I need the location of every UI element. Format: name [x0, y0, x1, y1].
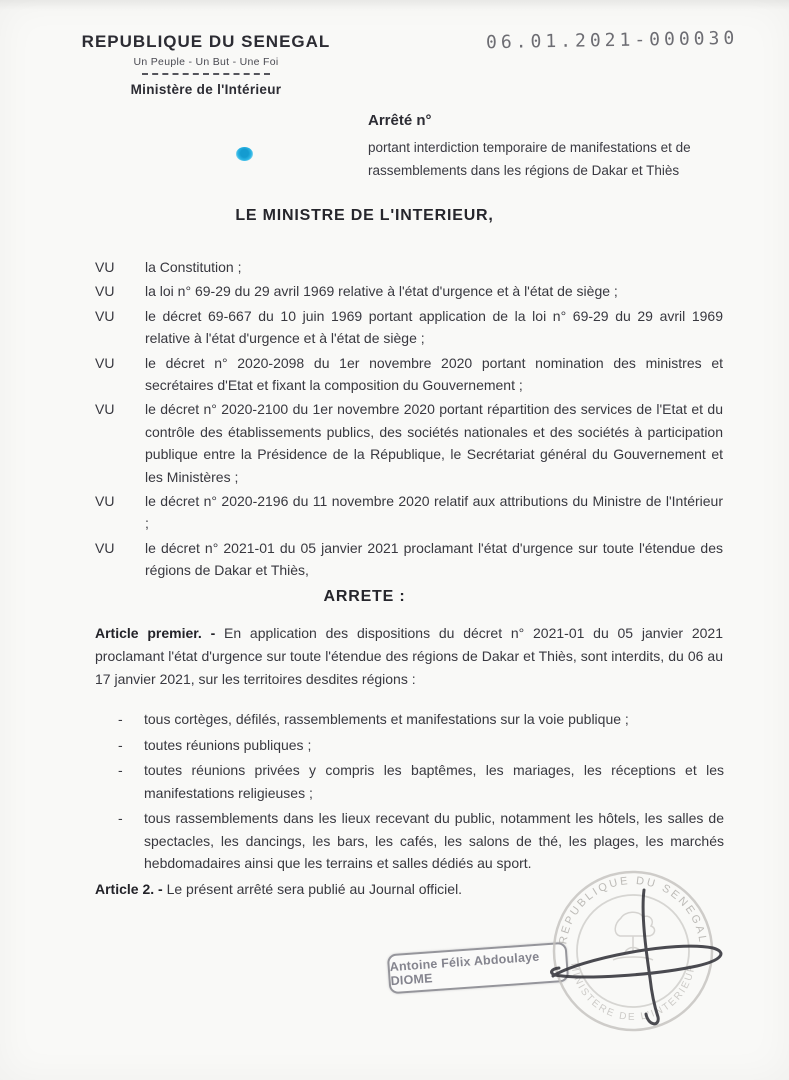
decree-number-label: Arrêté n°: [368, 112, 432, 129]
registry-date-stamp: 06.01.2021-000030: [485, 27, 739, 54]
prohibited-item-text: toutes réunions publiques ;: [144, 736, 312, 753]
letterhead: [78, 32, 334, 97]
vu-label: VU: [95, 259, 115, 275]
svg-text:MINISTERE DE L'INTERIEUR: [568, 962, 698, 1023]
minister-name-stamp: Antoine Félix Abdoulaye DIOME: [387, 942, 569, 994]
dash-bullet: -: [118, 736, 123, 753]
article-2-label: Article 2. -: [95, 881, 163, 897]
vu-considerations-list: [95, 256, 723, 584]
vu-row: [95, 398, 723, 488]
vu-label: VU: [95, 401, 115, 418]
vu-row: [95, 305, 723, 350]
dash-bullet: -: [118, 762, 123, 778]
header-separator: [142, 73, 270, 75]
vu-text: le décret 69-667 du 10 juin 1969 portant application de la loi n° 69-29 du 29 avril 1969 relative à l'état d'urgence et à l'état de siège ;: [145, 307, 723, 347]
vu-label: VU: [95, 307, 115, 324]
vu-row: [95, 490, 723, 535]
article-1-text: En application des dispositions du décret n° 2021-01 du 05 janvier 2021 proclamant l'état d'urgence sur toute l'étendue des régions de Dakar et Thiès, sont interdits, du 06 au 17 janvier 2021, sur les territoires desdites régions :: [95, 625, 723, 687]
seal-bottom-text: MINISTERE DE L'INTERIEUR: [568, 962, 698, 1024]
prohibited-item: [118, 734, 724, 757]
vu-row: [95, 256, 723, 278]
vu-text: la Constitution ;: [145, 259, 242, 275]
vu-text: la loi n° 69-29 du 29 avril 1969 relative à l'état d'urgence et à l'état de siège ;: [145, 283, 618, 300]
vu-label: VU: [95, 539, 115, 556]
arrete-heading: ARRETE :: [323, 588, 406, 605]
vu-row: [95, 537, 723, 582]
minister-heading: LE MINISTRE DE L'INTERIEUR,: [235, 207, 494, 224]
dash-bullet: -: [118, 711, 123, 727]
vu-row: [95, 280, 723, 302]
vu-text: le décret n° 2020-2196 du 11 novembre 2020 relatif aux attributions du Ministre de l'Intérieur ;: [145, 493, 723, 532]
article-2-text: Le présent arrêté sera publié au Journal officiel.: [162, 881, 463, 897]
vu-text: le décret n° 2020-2098 du 1er novembre 2020 portant nomination des ministres et secrétaires d'Etat et fixant la composition du Gouvernement ;: [145, 354, 723, 394]
prohibited-item-text: toutes réunions privées y compris les baptêmes, les mariages, les réceptions et les manifestations religieuses ;: [144, 762, 724, 801]
article-1: [95, 622, 723, 691]
vu-row: [95, 352, 723, 397]
prohibited-item-text: tous rassemblements dans les lieux recevant du public, notamment les hôtels, les salles de spectacles, les dancings, les bars, les cafés, les salons de thé, les plages, les marchés hebdomadaires ainsi que les terrains et salles dédiés au sport.: [144, 810, 724, 871]
vu-label: VU: [95, 283, 115, 300]
vu-text: le décret n° 2021-01 du 05 janvier 2021 proclamant l'état d'urgence sur toute l'étendue des régions de Dakar et Thiès,: [145, 539, 723, 579]
ministry-name: Ministère de l'Intérieur: [130, 82, 282, 97]
vu-label: VU: [95, 493, 115, 510]
national-motto: Un Peuple - Un But - Une Foi: [133, 56, 279, 68]
prohibited-items-list: [118, 708, 724, 878]
republic-title: REPUBLIQUE DU SENEGAL: [81, 32, 331, 51]
vu-label: VU: [95, 354, 115, 371]
article-1-label: Article premier. -: [95, 625, 216, 641]
decree-subject: portant interdiction temporaire de manifestations et de rassemblements dans les régions de Dakar et Thiès: [368, 140, 691, 178]
prohibited-item: [118, 759, 724, 804]
prohibited-item: [118, 708, 724, 731]
blue-dot-marker: [236, 147, 253, 161]
prohibited-item-text: tous cortèges, défilés, rassemblements et manifestations sur la voie publique ;: [144, 711, 629, 727]
seal-top-text: REPUBLIQUE DU SENEGAL: [557, 874, 709, 946]
dash-bullet: -: [118, 810, 123, 826]
official-seal-and-signature: [525, 856, 765, 1051]
vu-text: le décret n° 2020-2100 du 1er novembre 2020 portant répartition des services de l'Etat et du contrôle des établissements publics, des sociétés nationales et des sociétés à participation publique entre la Présidence de la République, le Secrétariat général du Gouvernement et les Ministères ;: [145, 401, 723, 485]
decree-title-block: [368, 112, 740, 182]
